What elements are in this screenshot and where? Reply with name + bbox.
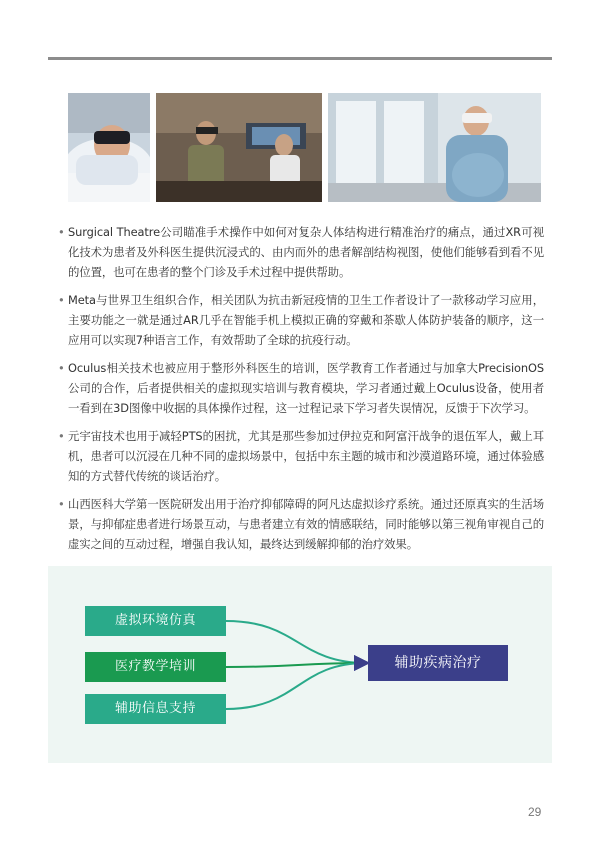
source-box-info-support: 辅助信息支持	[85, 694, 226, 724]
source-box-medical-training: 医疗教学培训	[85, 652, 226, 682]
bullet-text: 元宇宙技术也用于减轻PTS的困扰，尤其是那些参加过伊拉克和阿富汗战争的退伍军人，戴上耳机，患者可以沉浸在几种不同的虚拟场景中，包括中东主题的城市和沙漠道路环境，通过体验感知的方式替代传统的谈话治疗。	[68, 429, 544, 483]
bullet-item	[58, 358, 544, 418]
arrow-3	[226, 663, 366, 709]
bullet-item	[58, 290, 544, 350]
header-rule	[48, 57, 552, 60]
bullet-text: Meta与世界卫生组织合作，相关团队为抗击新冠疫情的卫生工作者设计了一款移动学习应用，主要功能之一就是通过AR几乎在智能手机上模拟正确的穿戴和茶歇人体防护装备的顺序，这一应用可以实现7种语言工作，有效帮助了全球的抗疫行动。	[68, 293, 544, 347]
source-box-vr-simulation: 虚拟环境仿真	[85, 606, 226, 636]
photo-veterans-vr-therapy	[156, 93, 322, 202]
bullet-marker: •	[58, 361, 65, 375]
photo-patient-vr-headset	[68, 93, 150, 202]
bullet-list	[58, 222, 544, 562]
bullet-text: 山西医科大学第一医院研发出用于治疗抑郁障碍的阿凡达虚拟诊疗系统。通过还原真实的生活场景，与抑郁症患者进行场景互动，与患者建立有效的情感联结，同时能够以第三视角审视自己的虚实之间的互动过程，增强自我认知，最终达到缓解抑郁的治疗效果。	[68, 497, 544, 551]
flow-diagram	[48, 566, 552, 763]
bullet-text: Oculus相关技术也被应用于整形外科医生的培训，医学教育工作者通过与加拿大PrecisionOS公司的合作，后者提供相关的虚拟现实培训与教育模块，学习者通过戴上Oculus设备，使用者一看到在3D图像中收据的具体操作过程，这一过程记录下学习者失误情况，反馈于下次学习。	[68, 361, 544, 415]
arrow-1	[226, 621, 366, 663]
bullet-marker: •	[58, 497, 65, 511]
bullet-item	[58, 222, 544, 282]
bullet-item	[58, 494, 544, 554]
bullet-item	[58, 426, 544, 486]
bullet-marker: •	[58, 429, 65, 443]
target-box-disease-treatment: 辅助疾病治疗	[368, 645, 508, 681]
bullet-text: Surgical Theatre公司瞄准手术操作中如何对复杂人体结构进行精准治疗的痛点，通过XR可视化技术为患者及外科医生提供沉浸式的、由内而外的患者解剖结构视图，使他们能够看到看不见的位置，也可在患者的整个门诊及手术过程中提供帮助。	[68, 225, 544, 279]
photo-pregnant-woman-vr	[328, 93, 541, 202]
bullet-marker: •	[58, 293, 65, 307]
page-number: 29	[528, 805, 542, 819]
bullet-marker: •	[58, 225, 65, 239]
